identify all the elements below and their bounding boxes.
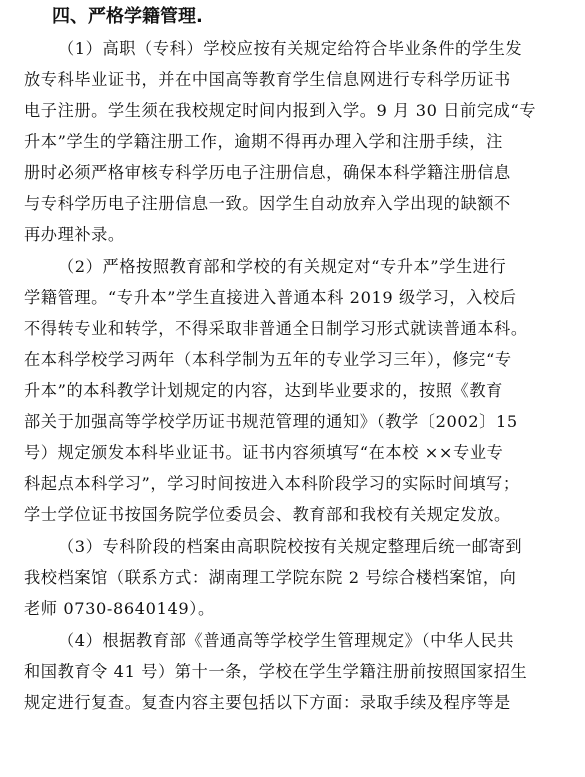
paragraph-line: 与专科学历电子注册信息一致。因学生自动放弃入学出现的缺额不 — [24, 194, 511, 213]
paragraph-line: （3）专科阶段的档案由高职院校按有关规定整理后统一邮寄到 — [58, 537, 523, 556]
paragraph-line: 册时必须严格审核专科学历电子注册信息，确保本科学籍注册信息 — [24, 163, 511, 182]
paragraph-line: 科起点本科学习”，学习时间按进入本科阶段学习的实际时间填写； — [24, 474, 520, 493]
paragraph-line: 我校档案馆（联系方式：湖南理工学院东院 2 号综合楼档案馆，向 — [24, 568, 517, 587]
paragraph-line: 升本”学生的学籍注册工作，逾期不得再办理入学和注册手续，注 — [24, 132, 503, 151]
paragraph-line: （4）根据教育部《普通高等学校学生管理规定》（中华人民共 — [58, 631, 515, 650]
paragraph-line: （1）高职（专科）学校应按有关规定给符合毕业条件的学生发 — [58, 39, 523, 58]
paragraph-line: 号）规定颁发本科毕业证书。证书内容须填写“在本校 ××专业专 — [24, 443, 504, 462]
paragraph-line: 在本科学校学习两年（本科学制为五年的专业学习三年），修完“专 — [24, 350, 512, 369]
paragraph-line: 部关于加强高等学校学历证书规范管理的通知》（教学〔2002〕15 — [24, 412, 518, 431]
paragraph-line: （2）严格按照教育部和学校的有关规定对“专升本”学生进行 — [58, 257, 507, 276]
paragraph-line: 不得转专业和转学，不得采取非普通全日制学习形式就读普通本科。 — [24, 319, 528, 338]
paragraph-line: 学士学位证书按国务院学位委员会、教育部和我校有关规定发放。 — [24, 505, 511, 524]
paragraph-line: 升本”的本科教学计划规定的内容，达到毕业要求的，按照《教育 — [24, 381, 503, 400]
paragraph-line: 再办理补录。 — [24, 225, 125, 244]
paragraph-line: 学籍管理。“专升本”学生直接进入普通本科 2019 级学习，入校后 — [24, 288, 517, 307]
paragraph-line: 规定进行复查。复查内容主要包括以下方面：录取手续及程序等是 — [24, 693, 511, 712]
paragraph-line: 放专科毕业证书，并在中国高等教育学生信息网进行专科学历证书 — [24, 70, 511, 89]
paragraph-line: 老师 0730-8640149）。 — [24, 599, 215, 618]
paragraph-line: 电子注册。学生须在我校规定时间内报到入学。9 月 30 日前完成“专 — [24, 101, 537, 120]
section-heading: 四、严格学籍管理. — [52, 6, 203, 27]
paragraph-line: 和国教育令 41 号）第十一条，学校在学生学籍注册前按照国家招生 — [24, 662, 528, 681]
